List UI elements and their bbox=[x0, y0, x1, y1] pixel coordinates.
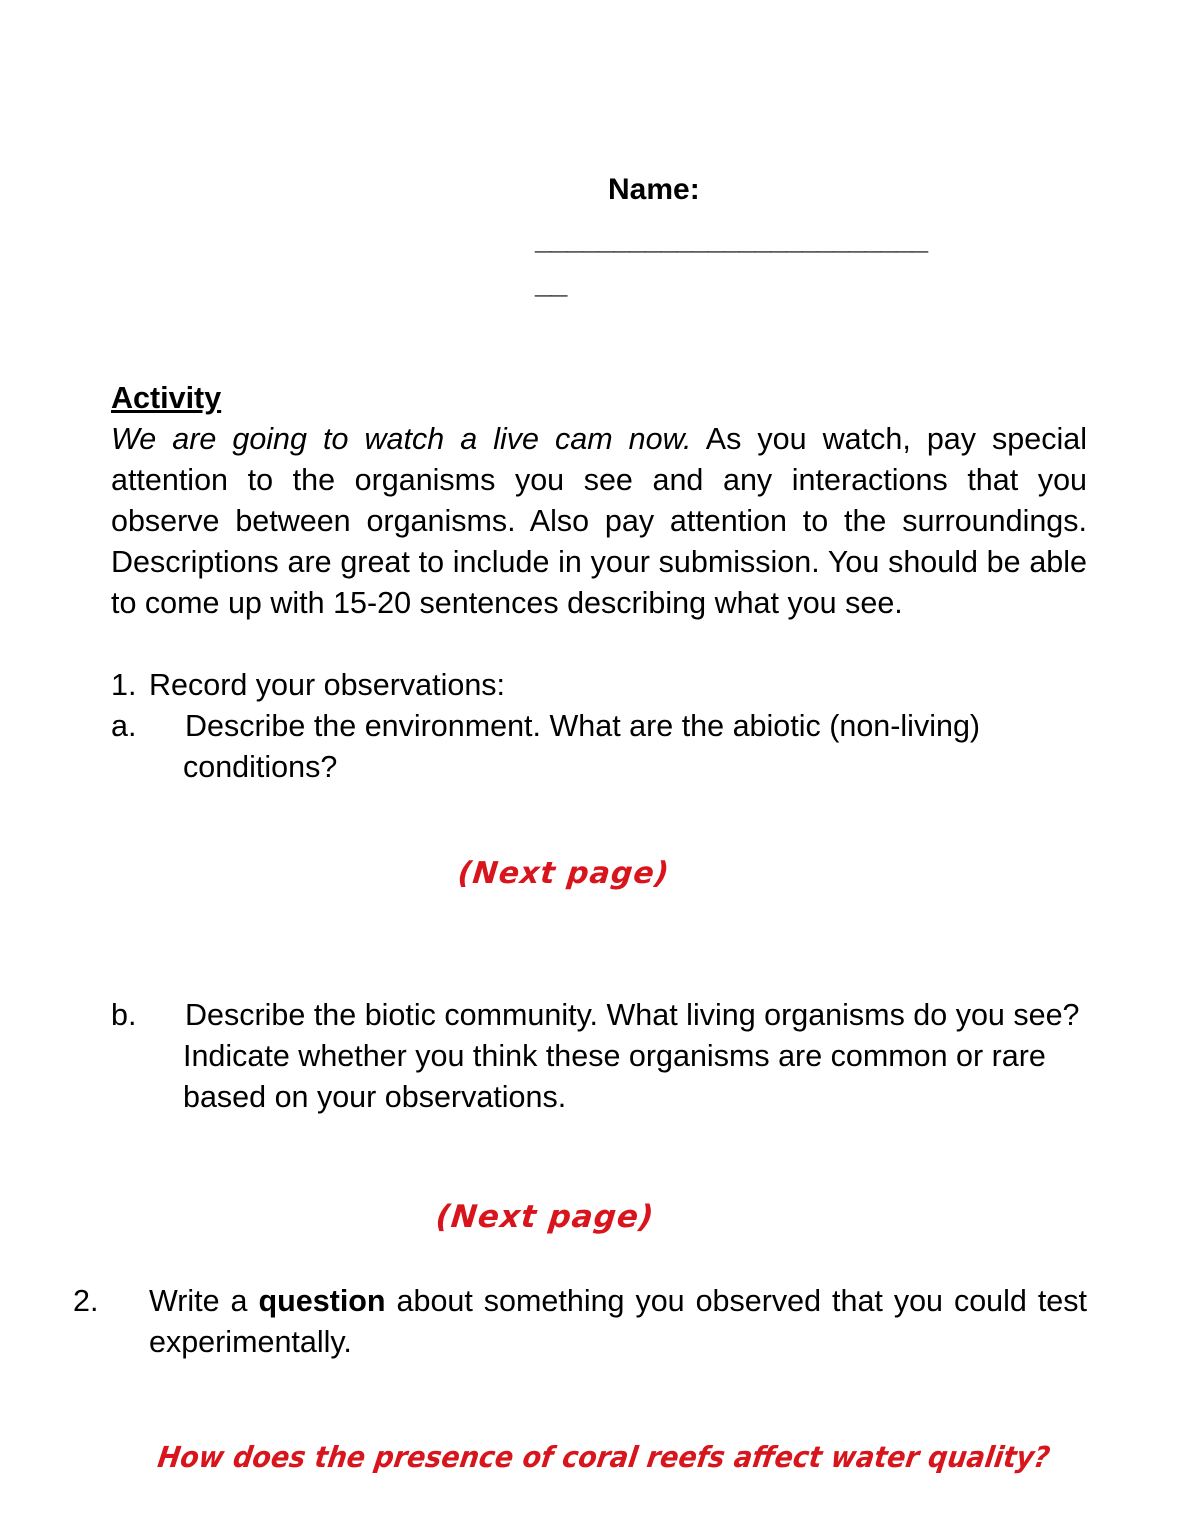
activity-heading: Activity bbox=[111, 381, 222, 415]
question-2-text-before: Write a bbox=[149, 1284, 259, 1318]
handwritten-answer-question-2: How does the presence of coral reefs affect water quality? bbox=[155, 1440, 1053, 1474]
name-label: Name: bbox=[608, 173, 700, 206]
question-2-text-after: about something you observed that you could test experimentally. bbox=[149, 1284, 1087, 1359]
question-1b-letter: b. bbox=[111, 998, 137, 1032]
question-1-prompt bbox=[111, 665, 1087, 706]
question-1b bbox=[111, 995, 1087, 1118]
name-field-block bbox=[535, 170, 1095, 306]
handwritten-answer-1a: (Next page) bbox=[456, 856, 672, 891]
instructions-italic: We are going to watch a live cam now. bbox=[111, 422, 692, 456]
activity-instructions bbox=[111, 419, 1087, 624]
name-blank-line: _________________________ __ bbox=[535, 223, 928, 300]
question-1a-letter: a. bbox=[111, 709, 137, 743]
question-2-number: 2. bbox=[73, 1284, 99, 1318]
question-1 bbox=[111, 665, 1087, 1118]
question-1a-text: Describe the environment. What are the abiotic (non-living) conditions? bbox=[183, 709, 981, 784]
instructions-text: As you watch, pay special attention to the organisms you see and any interactions that you observe between organisms. Also pay attention to the surroundings. Descriptions are great to include in your submission. You should be able to come up with 15-20 sentences describing what you see. bbox=[111, 422, 1087, 620]
question-2-bold-word: question bbox=[258, 1284, 386, 1318]
question-2 bbox=[73, 1281, 1087, 1363]
handwritten-answer-1b: (Next page) bbox=[434, 1199, 657, 1235]
question-1-number: 1. bbox=[111, 668, 137, 702]
question-1a bbox=[111, 706, 1087, 788]
question-1-text: Record your observations: bbox=[149, 668, 506, 702]
question-1b-text: Describe the biotic community. What living organisms do you see? Indicate whether you think these organisms are common or rare based on your observations. bbox=[183, 998, 1080, 1114]
